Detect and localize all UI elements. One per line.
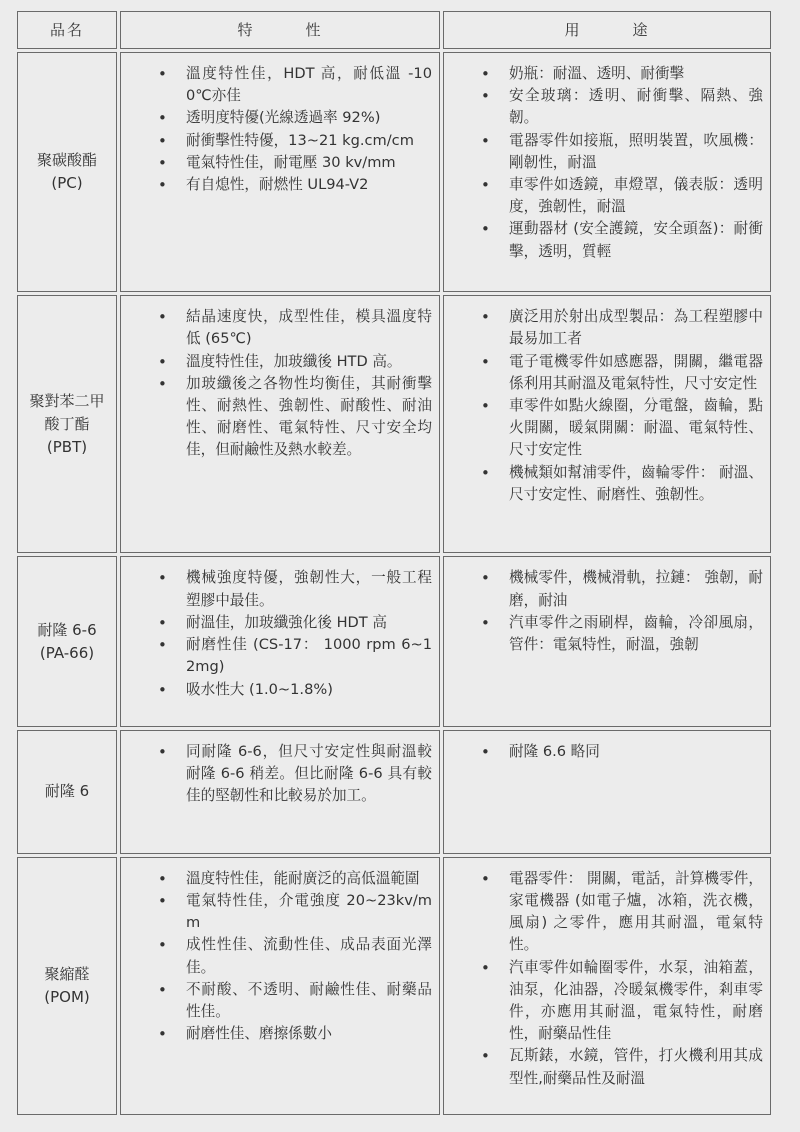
table-row-pbt [17,295,771,553]
property-item: • 吸水性大 (1.0~1.8%) [122,679,432,701]
property-item: • 耐衝擊性特優，13~21 kg.cm/cm [122,130,432,152]
use-item: • 汽車零件之雨刷桿，齒輪，冷卻風扇，管件：電氣特性，耐溫，強韌 [445,612,763,656]
property-item: • 耐磨性佳 (CS-17： 1000 rpm 6~12mg) [122,634,432,678]
property-item: • 結晶速度快，成型性佳，模具溫度特低 (65℃) [122,306,432,350]
header-uses: 用 途 [443,11,771,49]
table-row-pa66 [17,556,771,726]
material-abbrev: (POM) [44,987,90,1006]
use-item: • 電子電機零件如感應器，開關，繼電器係利用其耐溫及電氣特性，尺寸安定性 [445,351,763,395]
property-item: • 耐溫佳，加玻纖強化後 HDT 高 [122,612,432,634]
properties-list [122,558,438,708]
material-name: 耐隆 6-6 [37,620,97,639]
uses-list [445,54,769,271]
uses-cell [443,295,771,553]
property-item: • 同耐隆 6-6，但尺寸安定性與耐溫較耐隆 6-6 稍差。但比耐隆 6-6 具有較佳的堅韌性和比較易於加工。 [122,741,432,808]
uses-cell [443,556,771,726]
table-row-pom [17,857,771,1115]
uses-cell [443,857,771,1115]
uses-list [445,297,769,514]
property-item: • 溫度特性佳，加玻纖後 HTD 高。 [122,351,432,373]
use-item: • 機械零件，機械滑軌，拉鏈： 強韌，耐磨，耐油 [445,567,763,611]
header-properties: 特 性 [120,11,440,49]
material-name-cont: 酸丁酯 [44,414,90,433]
use-item: • 瓦斯錶，水鏡，管件，打火機利用其成型性,耐藥品性及耐溫 [445,1045,763,1089]
use-item: • 耐隆 6.6 略同 [445,741,763,763]
table-row-pa6 [17,730,771,854]
property-item: • 電氣特性佳，介電強度 20~23kv/mm [122,890,432,934]
properties-cell [120,857,440,1115]
use-item: • 奶瓶：耐溫、透明、耐衝擊 [445,63,763,85]
uses-list [445,558,769,664]
property-item: • 溫度特性佳，能耐廣泛的高低溫範圍 [122,868,432,890]
property-item: • 溫度特性佳，HDT 高，耐低溫 -100℃亦佳 [122,63,432,107]
properties-list [122,732,438,816]
material-name: 聚對苯二甲 [29,391,105,410]
property-item: • 不耐酸、不透明、耐鹼性佳、耐藥品性佳。 [122,979,432,1023]
property-item: • 耐磨性佳、磨擦係數小 [122,1023,432,1045]
property-item: • 成性性佳、流動性佳、成品表面光澤佳。 [122,934,432,978]
header-name: 品名 [17,11,117,49]
property-item: • 電氣特性佳，耐電壓 30 kv/mm [122,152,432,174]
material-abbrev: (PA-66) [39,643,95,662]
material-name-cell [17,730,117,854]
properties-cell [120,295,440,553]
use-item: • 車零件如點火線圈，分電盤，齒輪，點火開關，暖氣開關：耐溫、電氣特性、尺寸安定性 [445,395,763,462]
material-name: 聚縮醛 [44,964,90,983]
uses-list [445,732,769,771]
use-item: • 機械類如幫浦零件，齒輪零件： 耐溫、尺寸安定性、耐磨性、強韌性。 [445,462,763,506]
use-item: • 廣泛用於射出成型製品：為工程塑膠中最易加工者 [445,306,763,350]
property-item: • 透明度特優(光線透過率 92%) [122,107,432,129]
properties-list [122,859,438,1054]
properties-list [122,297,438,469]
material-name: 聚碳酸酯 [36,151,97,170]
material-name-cell [17,857,117,1115]
table-row-pc [17,52,771,292]
property-item: • 有自熄性，耐燃性 UL94-V2 [122,174,432,196]
properties-cell [120,730,440,854]
property-item: • 機械強度特優，強韌性大，一般工程塑膠中最佳。 [122,567,432,611]
property-item: • 加玻纖後之各物性均衡佳，其耐衝擊性、耐熱性、強韌性、耐酸性、耐油性、耐磨性、電氣特性、尺寸安全均佳，但耐鹼性及熱水較差。 [122,373,432,462]
uses-cell [443,52,771,292]
material-name-cell [17,52,117,292]
properties-cell [120,556,440,726]
use-item: • 電器零件如接瓶，照明裝置，吹風機： 剛韌性，耐溫 [445,130,763,174]
use-item: • 運動器材 (安全護鏡，安全頭盔)：耐衝擊，透明，質輕 [445,218,763,262]
use-item: • 汽車零件如輪圈零件，水泵，油箱蓋，油泵，化油器，冷暖氣機零件，剎車零件，亦應用其耐溫，電氣特性，耐磨性，耐藥品性佳 [445,957,763,1046]
material-abbrev: (PBT) [46,437,88,456]
use-item: • 電器零件： 開關，電話，計算機零件，家電機器 (如電子爐，冰箱，洗衣機，風扇) 之零件，應用其耐溫，電氣特性。 [445,868,763,957]
material-name-cell [17,556,117,726]
material-table-container [14,8,774,1118]
header-row [17,11,771,49]
properties-list [122,54,438,204]
use-item: • 安全玻璃：透明、耐衝擊、隔熱、強韌。 [445,85,763,129]
uses-list [445,859,769,1098]
material-abbrev: (PC) [51,174,83,193]
use-item: • 車零件如透鏡，車燈罩，儀表版：透明度，強韌性，耐溫 [445,174,763,218]
material-properties-table [14,8,774,1118]
properties-cell [120,52,440,292]
uses-cell [443,730,771,854]
material-name: 耐隆 6 [44,782,90,801]
material-name-cell [17,295,117,553]
